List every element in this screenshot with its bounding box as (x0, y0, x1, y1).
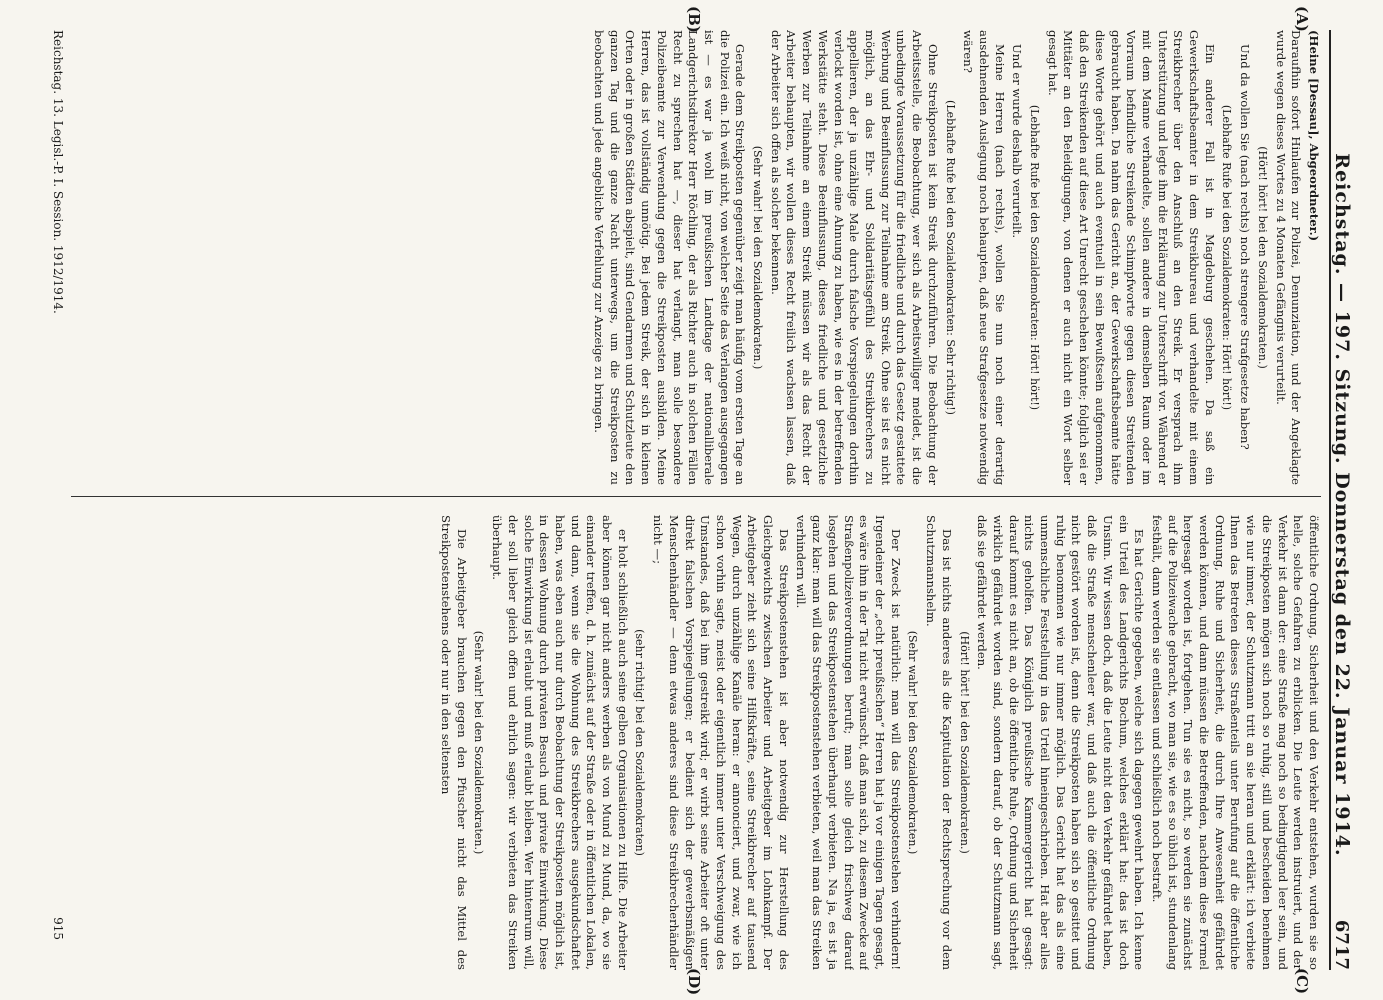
page-number: 6717 (1331, 919, 1352, 970)
column-divider (71, 496, 1321, 497)
margin-mark-d: (D) (685, 968, 703, 996)
page-title: Reichstag. — 197. Sitzung. Donnerstag den 22. Januar 1914. (1331, 153, 1353, 857)
paragraph: Es hat Gerichte gegeben, welche sich dagegen gewehrt haben. Ich kenne ein Urteil des Landgerichts Bochum, welches erklärt hat: das ist doch Unsinn. Wir wissen doch, daß die Leute nicht den Verkehr gefährdet haben, daß die Straße menschenleer war, und daß auch die öffentliche Ordnung nicht gestört worden ist, denn die Streikposten haben sich so gesittet und ruhig benommen wie nur immer möglich. Das Gericht hat das als eine unmenschliche Feststellung in das Urteil hineingeschrieben. Hat aber alles nichts geholfen. Das Königlich preußische Kammergericht hat gesagt: darauf kommt es nicht an, ob die öffentliche Ruhe, Ordnung und Sicherheit wirklich gefährdet worden sind, sondern darauf, ob der Schutzmann sagt, daß sie gefährdet werden. (975, 515, 1147, 970)
bottom-page-number: 915 (51, 917, 65, 940)
paragraph: Das Streikpostenstehen ist aber notwendig zur Herstellung des Gleichgewichts zwischen Arbeiter und Arbeitgeber im Lohnkampf. Der Arbeitgeber zieht sich seine Hilfskräfte, seine Streikbrecher auf tausend Wegen, durch unzählige Kanäle heran: er annonciert, und zwar, wie ich schon vorhin sagte, meist oder eigentlich immer unter Verschweigung des Umstandes, daß bei ihm gestreikt wird; er wirbt seine Arbeiter oft unter direkt falschen Vorspiegelungen; er bedient sich der gewerbsmäßigen Menschenhändler — denn etwas anderes sind diese Streikbrecherhändler nicht —; (651, 515, 791, 970)
paragraph: Und er wurde deshalb verurteilt. (1010, 44, 1025, 239)
speaker-line: (Heine [Dessau], Abgeordneter.) (1307, 30, 1321, 242)
left-column (71, 30, 1321, 485)
session-footer: Reichstag. 13. Legisl.-P. I. Session. 1912/1914. (51, 30, 65, 314)
paragraph: Daraufhin sofort Hinlaufen zur Polizei, Denunziation, und der Angeklagte wurde wegen dieses Wortes zu 4 Monaten Gefängnis verurteilt. (1273, 30, 1304, 485)
margin-mark-b: (B) (685, 6, 703, 33)
interjection: (Lebhafte Rufe bei den Sozialdemokraten: Sehr richtig!) (943, 100, 957, 415)
paragraph: er holt schließlich auch seine gelben Organisationen zu Hilfe. Die Arbeiter aber können gar nicht anders werben als von Mund zu Mund, da, wo sie einander treffen, d. h. zunächst auf der Straße oder in öffentlichen Lokalen, und dann, wenn sie die Wohnung des Streikbrechers ausgekundschaftet haben, was eben auch nur durch Beobachtung der Streikposten möglich ist, in dessen Wohnung durch privaten Besuch und private Einwirkung. Diese solche Einwirkung ist erlaubt und muß erlaubt bleiben. Wer hintenrum will, der soll lieber gleich offen und ehrlich sagen: wir verbieten das Streiken überhaupt. (490, 515, 630, 970)
paragraph: Das ist nichts anderes als die Kapitulation der Rechtsprechung vor dem Schutzmannshelm. (924, 515, 954, 970)
paragraph: Ein anderer Fall ist in Magdeburg geschehen. Da saß ein Gewerkschaftsbeamter in dem Streikbureau und verhandelte mit einem Streikbrecher über den Anschluß an den Streik. Er versprach ihm Unterstützung und legte ihm die Erklärung zur Unterschrift vor. Während er mit dem Manne verhandelte, sollen andere in demselben Raum oder im Vorraum befindliche Streikende Schimpfworte gegen diesen Streitenden gebraucht haben. Da nahm das Gericht an, der Gewerkschaftsbeamte hätte diese Worte gehört und auch eventuell in sein Bewußtsein aufgenommen, daß den Streikenden auf diese Art Unrecht geschehen könnte; folglich sei er Mittäter an den Beleidigungen, von denen er auch nicht ein Wort selber gesagt hat. (1045, 30, 1217, 485)
paragraph: Und da wollen Sie (nach rechts) noch strengere Strafgesetze haben? (1238, 44, 1253, 450)
paragraph: Der Zweck ist natürlich: man will das Streikpostenstehen verhindern! Irgendeiner der „echt preußischen“ Herren hat ja vor einigen Tagen gesagt, es wäre ihm in der Tat nicht erwünscht, daß man sich, zu diesem Zwecke auf Straßenpolizeiverordnungen beruft; man solle gleich frischweg darauf losgehen und das Streikpostenstehen überhaupt verbieten. Na ja, es ist ja ganz klar: man will das Streikpostenstehen verbieten, weil man das Streiken verhindern will. (794, 515, 903, 970)
paragraph: öffentliche Ordnung, Sicherheit und den Verkehr entstehen, wurden sie so helle, solche Gefahren zu erblicken. Die Leute werden instruiert, und der Verkehr ist dann der: eine Straße mag noch so bedingtigend leer sein, und die Streikposten mögen sich noch so ruhig, still und bescheiden benehmen wie nur immer, der Schutzmann tritt an sie heran und erklärt: ich verbiete Ihnen das Betreten dieses Straßenteils unter Berufung auf die öffentliche Ordnung, Ruhe und Sicherheit, die durch Ihre Anwesenheit gefährdet werden können, und dann müssen die Betreffenden, nachdem diese Formel hergesagt worden ist, fortgehen. Tun sie es nicht, so werden sie zunächst auf die Polizeiwache gebracht, wo man sie, wie es so üblich ist, stundenlang festhält, dann werden sie entlassen und schließlich noch bestraft. (1149, 515, 1321, 970)
paragraph: Die Arbeitgeber brauchen gegen den Pfuscher nicht das Mittel des Streikpostenstehens oder nur in den seltensten (439, 515, 469, 970)
margin-mark-a: (A) (1293, 6, 1311, 32)
interjection: (Sehr wahr! bei den Sozialdemokraten.) (906, 630, 920, 855)
interjection: (Sehr wahr! bei den Sozialdemokraten.) (472, 630, 486, 855)
interjection: (Hört! hört! bei den Sozialdemokraten.) (957, 631, 971, 854)
right-column (71, 515, 1321, 970)
paragraph: Meine Herren (nach rechts), wollen Sie nun noch einer derartig ausdehnenden Auslegung noch behaupten, daß neue Strafgesetze notwendig wären? (961, 30, 1007, 485)
paragraph: Gerade dem Streikposten gegenüber zeigt man häufig vom ersten Tage an die Polizei ein. Ich weiß nicht, von welcher Seite das Verlangen ausgegangen ist — es war ja wohl im preußischen Landtage der nationalliberale Landgerichtsdirektor Herr Röchling, der als Richter auch in solchen Fällen Recht zu sprechen hat —, dieser hat verlangt, man solle besondere Polizeibeamte zur Verwendung gegen die Streikposten ausbilden. Meine Herren, das ist vollständig unnötig. Bei jedem Streik, der sich in kleinen Orten oder in großen Städten abspielt, sind Gendarmen und Schutzleute den ganzen Tag und die ganze Nacht unterwegs, um die Streikposten zu beobachten und jede angebliche Verfehlung zur Anzeige zu bringen. (592, 30, 748, 485)
interjection: (Sehr wahr! bei den Sozialdemokraten.) (751, 145, 765, 370)
interjection: (Hört! hört! bei den Sozialdemokraten.) (1255, 146, 1269, 369)
margin-mark-c: (C) (1293, 968, 1311, 995)
paragraph: Ohne Streikposten ist kein Streik durchzuführen. Die Beobachtung der Arbeitsstelle, die Beobachtung, wer sich als Arbeitswilliger meldet, ist die unbedingte Voraussetzung für die friedliche und durch das Gesetz gestattete Werbung und Beeinflussung zur Teilnahme am Streik. Ohne sie ist es nicht möglich, an das Ehr- und Solidaritätsgefühl des Streikbrechers zu appellieren, der ja unzählige Male durch falsche Vorspiegelungen dorthin verlockt worden ist, ohne eine Ahnung zu haben, wie es in der betreffenden Werkstätte steht. Diese Beeinflussung, dieses friedliche und gesetzliche Werben zur Teilnahme an einem Streik müssen wir als das Recht der Arbeiter behaupten, wir wollen dieses Recht freilich wachsen lassen, daß der Arbeiter sich offen als solcher bekennen. (768, 30, 940, 485)
interjection: (Lebhafte Rufe bei den Sozialdemokraten: Hört! hört!) (1028, 104, 1042, 411)
interjection: (sehr richtig! bei den Sozialdemokraten) (633, 629, 647, 856)
interjection: (Lebhafte Rufe bei den Sozialdemokraten: Hört! hört!) (1220, 104, 1234, 411)
page-header (1329, 30, 1365, 970)
